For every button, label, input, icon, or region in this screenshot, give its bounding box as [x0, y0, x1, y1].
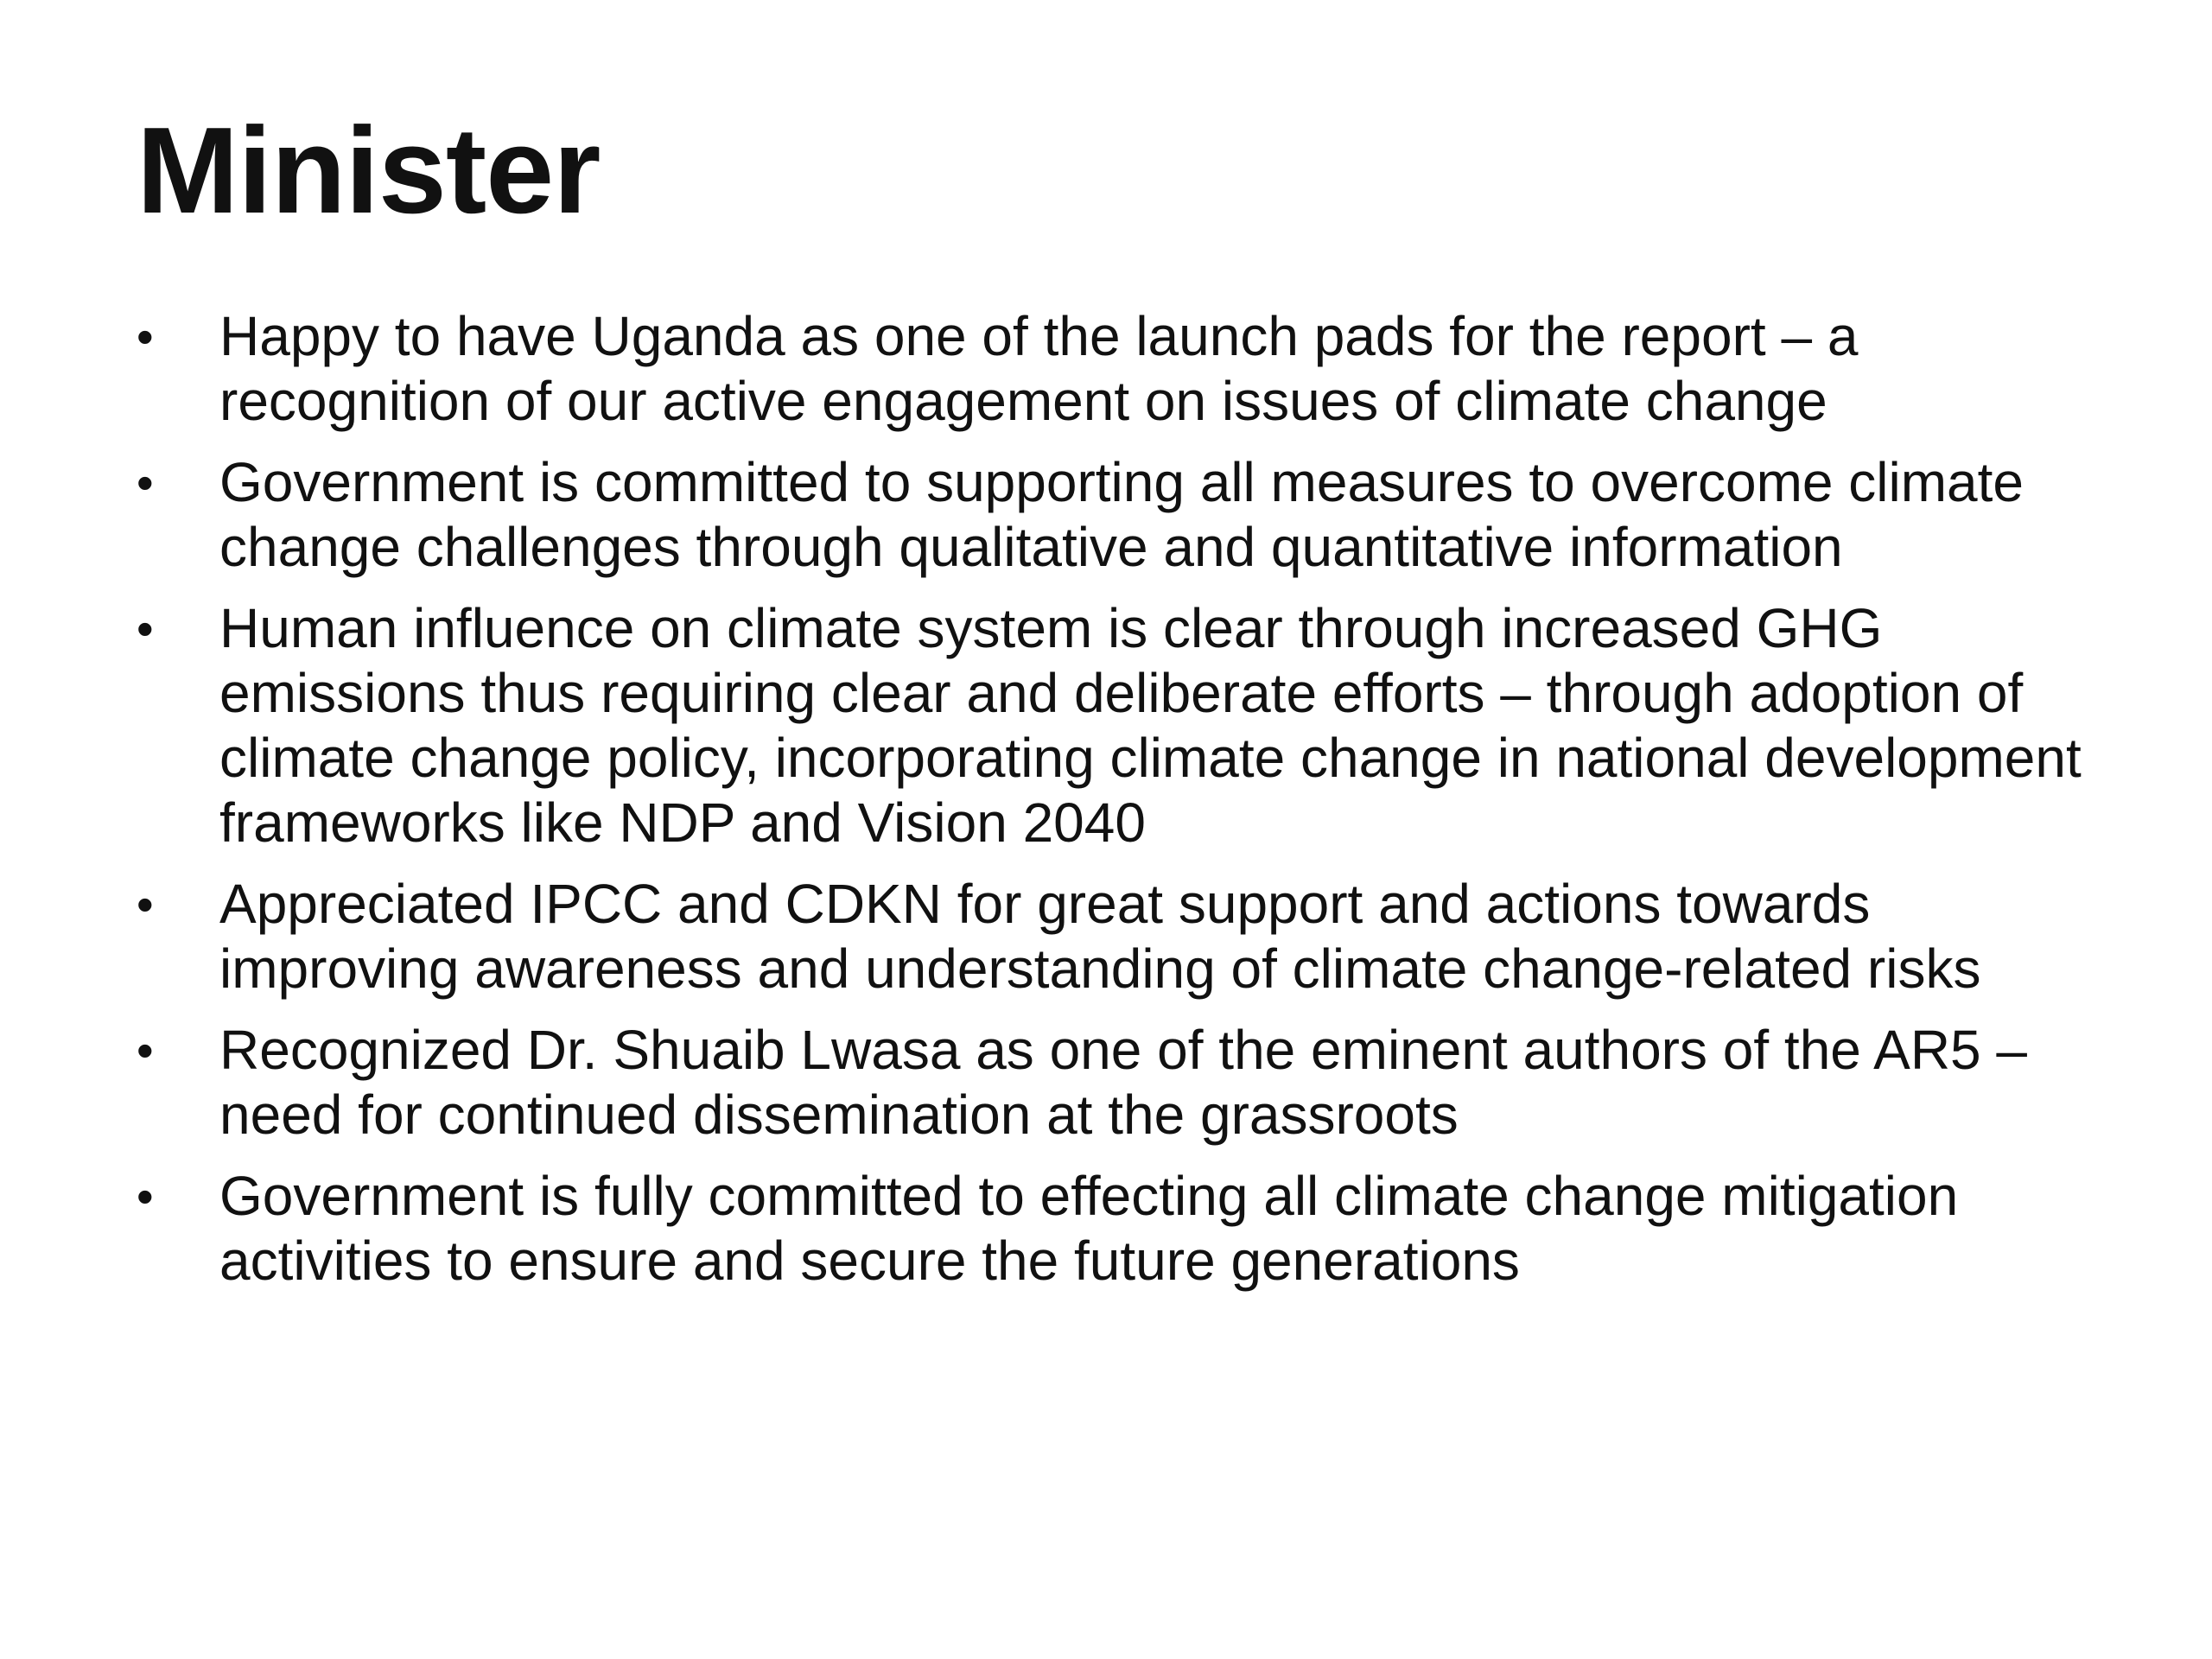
bullet-text: Recognized Dr. Shuaib Lwasa as one of the eminent authors of the AR5 – need for continued dissemination at the grassroots [219, 1019, 2027, 1146]
bullet-icon: • [137, 1023, 154, 1077]
list-item [130, 1018, 2117, 1147]
bullet-icon: • [137, 455, 154, 510]
bullet-text: Human influence on climate system is clear through increased GHG emissions thus requiring clear and deliberate efforts – through adoption of climate change policy, incorporating climate change in national development frameworks like NDP and Vision 2040 [219, 597, 2082, 854]
bullet-icon: • [137, 309, 154, 364]
bullet-list [130, 304, 2117, 1310]
bullet-icon: • [137, 601, 154, 656]
list-item [130, 872, 2117, 1001]
bullet-icon: • [137, 1169, 154, 1224]
list-item [130, 596, 2117, 855]
bullet-text: Happy to have Uganda as one of the launch pads for the report – a recognition of our active engagement on issues of climate change [219, 305, 1859, 432]
bullet-icon: • [137, 877, 154, 931]
list-item [130, 304, 2117, 434]
slide-title: Minister [137, 102, 601, 239]
bullet-text: Appreciated IPCC and CDKN for great support and actions towards improving awareness and understanding of climate change-related risks [219, 873, 1981, 1000]
list-item [130, 1164, 2117, 1294]
list-item [130, 450, 2117, 580]
bullet-text: Government is fully committed to effecting all climate change mitigation activities to ensure and secure the future generations [219, 1165, 1959, 1292]
bullet-text: Government is committed to supporting all measures to overcome climate change challenges through qualitative and quantitative information [219, 451, 2024, 578]
